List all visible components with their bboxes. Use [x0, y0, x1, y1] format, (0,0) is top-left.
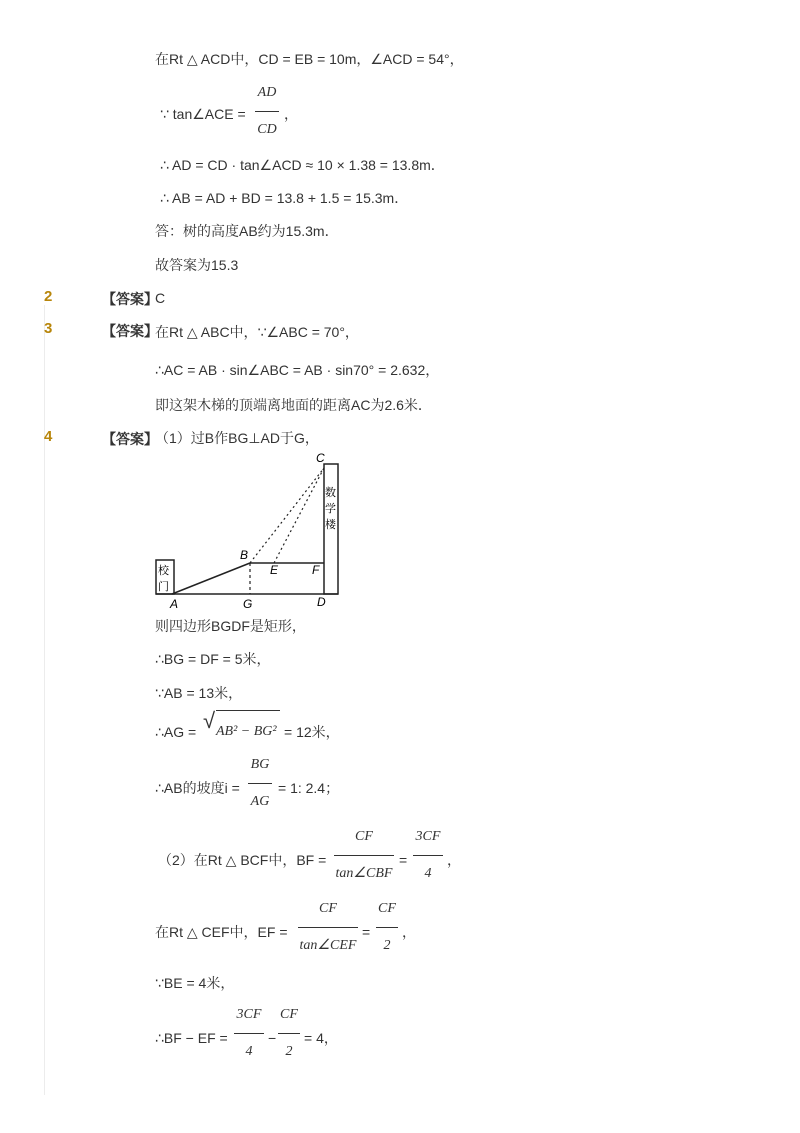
- fraction: [376, 900, 398, 955]
- numerator: BG: [250, 757, 270, 772]
- numerator: AD: [257, 85, 277, 100]
- text-line: （1）过B作BG⊥AD于G，: [155, 430, 319, 446]
- answer-text: C: [155, 290, 166, 306]
- fraction: [413, 828, 443, 883]
- denominator: 2: [285, 1044, 293, 1059]
- text-line: 在Rt △ ABC中，∵∠ABC = 70°，: [155, 324, 359, 340]
- numerator: CF: [355, 829, 373, 844]
- label-e: E: [270, 563, 279, 577]
- label-g: G: [243, 597, 253, 611]
- text-line: 即这架木梯的顶端离地面的距离AC为2.6米．: [155, 397, 432, 413]
- numerator: 3CF: [415, 829, 441, 844]
- answer-label: 【答案】: [102, 431, 158, 447]
- numerator: CF: [378, 901, 396, 916]
- fraction-bar: [234, 1033, 264, 1034]
- text-line: ，: [284, 106, 298, 122]
- building-label-1: 数: [325, 487, 336, 499]
- text-line: = 1: 2.4；: [278, 780, 340, 796]
- text-line: ∴BF − EF =: [155, 1030, 228, 1046]
- left-rule: [44, 305, 45, 1095]
- gate-label-2: 门: [158, 581, 169, 593]
- text-line: ，: [447, 852, 461, 868]
- fraction: [298, 900, 358, 955]
- bc-dashed: [250, 468, 324, 563]
- text-line: 故答案为15.3: [155, 257, 239, 273]
- denominator: 4: [245, 1044, 253, 1059]
- denominator: tan∠CEF: [299, 938, 357, 953]
- question-number: 2: [44, 288, 53, 305]
- text-line: 在Rt △ ACD中，CD = EB = 10m，∠ACD = 54°，: [155, 51, 464, 67]
- building-label-2: 学: [325, 503, 336, 515]
- question-number: 4: [44, 428, 53, 445]
- building-label-3: 楼: [325, 519, 336, 531]
- text-line: −: [268, 1030, 277, 1046]
- gate-label-1: 校: [158, 565, 169, 577]
- text-line: ∴ AD = CD · tan∠ACD ≈ 10 × 1.38 = 13.8m．: [160, 157, 445, 173]
- fraction-bar: [376, 927, 398, 928]
- label-c: C: [316, 451, 325, 465]
- text-line: =: [399, 852, 408, 868]
- fraction: [255, 84, 279, 139]
- fraction: [334, 828, 394, 883]
- radicand: AB² − BG²: [216, 724, 277, 739]
- text-line: ∵BE = 4米，: [155, 975, 235, 991]
- numerator: CF: [319, 901, 337, 916]
- numerator: 3CF: [236, 1007, 262, 1022]
- fraction-bar: [278, 1033, 300, 1034]
- fraction-bar: [248, 783, 272, 784]
- slope-line: [172, 563, 250, 594]
- text-line: = 12米，: [284, 724, 340, 740]
- sqrt-bar: [216, 710, 280, 711]
- answer-label: 【答案】: [102, 323, 158, 339]
- denominator: AG: [250, 794, 270, 809]
- question-number: 3: [44, 320, 53, 337]
- denominator: tan∠CBF: [335, 866, 393, 881]
- fraction: [278, 1006, 300, 1061]
- label-d: D: [317, 595, 326, 609]
- geometry-diagram: [150, 448, 350, 614]
- numerator: CF: [280, 1007, 298, 1022]
- text-line: ∵ tan∠ACE =: [160, 106, 246, 122]
- text-line: ，: [402, 924, 416, 940]
- ec-dashed: [274, 468, 324, 563]
- text-line: 在Rt △ CEF中，EF =: [155, 924, 288, 940]
- text-line: ∴ AB = AD + BD = 13.8 + 1.5 = 15.3m．: [160, 190, 409, 206]
- text-line: ∴BG = DF = 5米，: [155, 651, 271, 667]
- text-line: ∴AB的坡度i =: [155, 780, 240, 796]
- fraction-bar: [413, 855, 443, 856]
- text-line: 则四边形BGDF是矩形，: [155, 618, 306, 634]
- text-line: ∵AB = 13米，: [155, 685, 243, 701]
- fraction-bar: [255, 111, 279, 112]
- text-line: 答：树的高度AB约为15.3m．: [155, 223, 339, 239]
- label-b: B: [240, 548, 249, 562]
- fraction: [234, 1006, 264, 1061]
- denominator: 4: [424, 866, 432, 881]
- sqrt-sign: √: [203, 708, 216, 733]
- text-line: = 4，: [304, 1030, 338, 1046]
- text-line: （2）在Rt △ BCF中，BF =: [158, 852, 327, 868]
- text-line: =: [362, 924, 371, 940]
- text-line: ∴AG =: [155, 724, 197, 740]
- denominator: CD: [257, 122, 277, 137]
- label-f: F: [312, 563, 320, 577]
- fraction-bar: [334, 855, 394, 856]
- fraction: [248, 756, 272, 811]
- denominator: 2: [383, 938, 391, 953]
- fraction-bar: [298, 927, 358, 928]
- answer-label: 【答案】: [102, 291, 158, 307]
- text-line: ∴AC = AB · sin∠ABC = AB · sin70° = 2.632，: [155, 362, 440, 378]
- label-a: A: [170, 597, 179, 611]
